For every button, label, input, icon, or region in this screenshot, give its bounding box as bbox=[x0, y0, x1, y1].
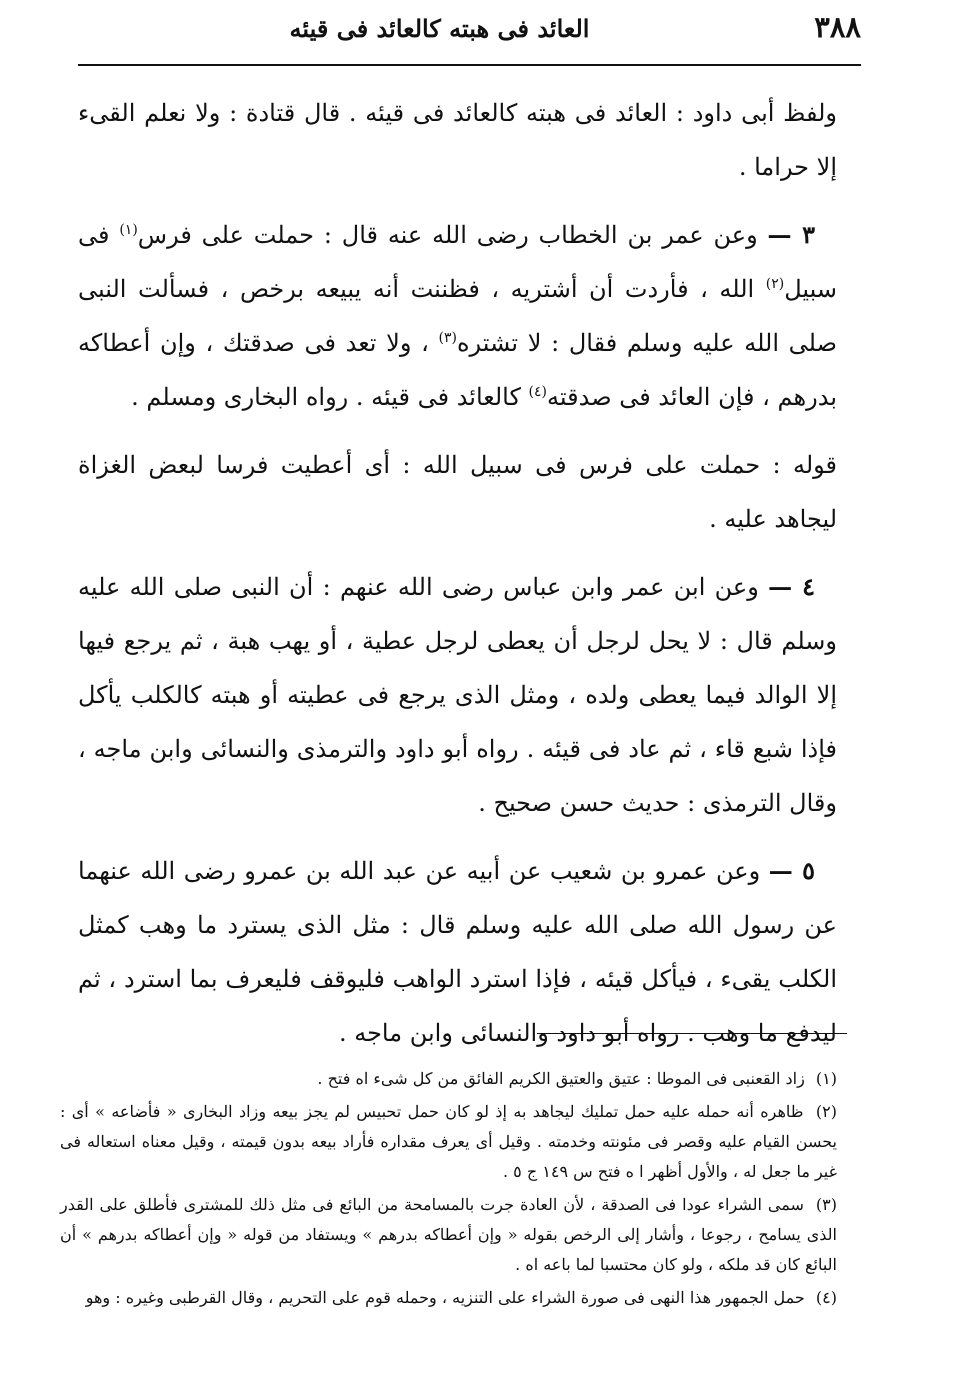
footnotes bbox=[60, 1064, 837, 1316]
page-number: ٣٨٨ bbox=[814, 10, 861, 44]
hadith-5 bbox=[78, 844, 837, 1060]
hadith-number: ٤ — bbox=[768, 572, 815, 601]
footnote-ref-1[interactable]: (١) bbox=[119, 222, 138, 238]
footnote-number: (١) bbox=[815, 1069, 837, 1088]
hadith-4 bbox=[78, 560, 837, 830]
main-text bbox=[78, 86, 837, 1074]
footnote-4 bbox=[60, 1283, 837, 1313]
footnote-number: (٣) bbox=[815, 1195, 838, 1214]
hadith-text: وعن ابن عمر وابن عباس رضى الله عنهم : أن النبى صلى الله عليه وسلم قال : لا يحل لرجل أن يعطى لرجل عطية ، أو يهب هبة ، ثم يرجع فيها إلا الوالد فيما يعطى ولده ، ومثل الذى يرجع فى عطيته أو هبته كالكلب يأكل فإذا شبع قاء ، ثم عاد فى قيئه . رواه أبو داود والترمذى والنسائى وابن ماجه ، وقال الترمذى : حديث حسن صحيح . bbox=[78, 573, 837, 817]
hadith-text: وعن عمر بن الخطاب رضى الله عنه قال : حملت على فرس bbox=[137, 221, 758, 249]
paragraph-text: قوله : حملت على فرس فى سبيل الله : أى أعطيت فرسا لبعض الغزاة ليجاهد عليه . bbox=[78, 451, 838, 533]
hadith-number: ٣ — bbox=[767, 220, 816, 249]
footnote-1 bbox=[60, 1064, 837, 1094]
footnote-2 bbox=[60, 1097, 837, 1187]
page-header bbox=[78, 6, 861, 58]
footnote-number: (٢) bbox=[815, 1102, 837, 1121]
footnote-ref-3[interactable]: (٣) bbox=[438, 330, 457, 346]
paragraph-explanation bbox=[78, 438, 837, 546]
running-title: العائد فى هبته كالعائد فى قيئه bbox=[289, 14, 590, 43]
paragraph-abu-dawud-wording bbox=[78, 86, 837, 194]
footnote-text: ظاهره أنه حمله عليه حمل تمليك ليجاهد به إذ لو كان حمل تحبيس لم يجز بيعه وزاد البخارى « فأضاعه » أى : يحسن القيام عليه وقصر فى مئونته وخدمته . وقيل أى يعرف مقداره فأراد بيعه بدون قيمته ، وقيل معناه استعاله فى غير ما جعل له ، والأول أظهر ا ه فتح س ١٤٩ ج ٥ . bbox=[60, 1102, 837, 1181]
hadith-text: فى سبيل bbox=[78, 221, 838, 303]
footnote-ref-2[interactable]: (٢) bbox=[765, 276, 785, 292]
hadith-text: وعن عمرو بن شعيب عن أبيه عن عبد الله بن عمرو رضى الله عنهما عن رسول الله صلى الله عليه وسلم قال : مثل الذى يسترد ما وهب كمثل الكلب يقىء ، فيأكل قيئه ، فإذا استرد الواهب فليوقف فليعرف بما استرد ، ثم ليدفع ما وهب . رواه أبو داود والنسائى وابن ماجه . bbox=[78, 857, 837, 1047]
hadith-number: ٥ — bbox=[768, 856, 815, 885]
footnote-number: (٤) bbox=[815, 1288, 837, 1307]
hadith-text: الله ، فأردت أن أشتريه ، فظننت أنه يبيعه برخص ، فسألت النبى صلى الله عليه وسلم فقال : لا تشتره bbox=[78, 275, 837, 357]
footnote-ref-4[interactable]: (٤) bbox=[528, 384, 548, 400]
footnote-text: حمل الجمهور هذا النهى فى صورة الشراء على التنزيه ، وحمله قوم على التحريم ، وقال القرطبى وغيره : وهو bbox=[85, 1288, 805, 1307]
paragraph-text: ولفظ أبى داود : العائد فى هبته كالعائد فى قيئه . قال قتادة : ولا نعلم القىء إلا حراما . bbox=[78, 99, 837, 181]
footnote-3 bbox=[60, 1190, 837, 1280]
footnote-text: سمى الشراء عودا فى الصدقة ، لأن العادة جرت بالمسامحة من البائع فى مثل ذلك للمشترى فأطلق على القدر الذى يسامح ، رجوعا ، وأشار إلى الرخص بقوله « وإن أعطاكه بدرهم » ويستفاد من قوله « وإن أعطاكه بدرهم » أن البائع كان قد ملكه ، ولو كان محتسبا لما باعه اه . bbox=[60, 1195, 837, 1274]
hadith-text: ، ولا تعد فى صدقتك ، وإن أعطاكه بدرهم ، فإن العائد فى صدقته bbox=[78, 329, 837, 411]
footnote-rule bbox=[537, 1033, 847, 1034]
header-rule bbox=[78, 64, 861, 66]
hadith-text: كالعائد فى قيئه . رواه البخارى ومسلم . bbox=[131, 383, 529, 411]
hadith-3 bbox=[78, 208, 837, 424]
footnote-text: زاد القعنبى فى الموطا : عتيق والعتيق الكريم الفائق من كل شىء اه فتح . bbox=[317, 1069, 805, 1088]
